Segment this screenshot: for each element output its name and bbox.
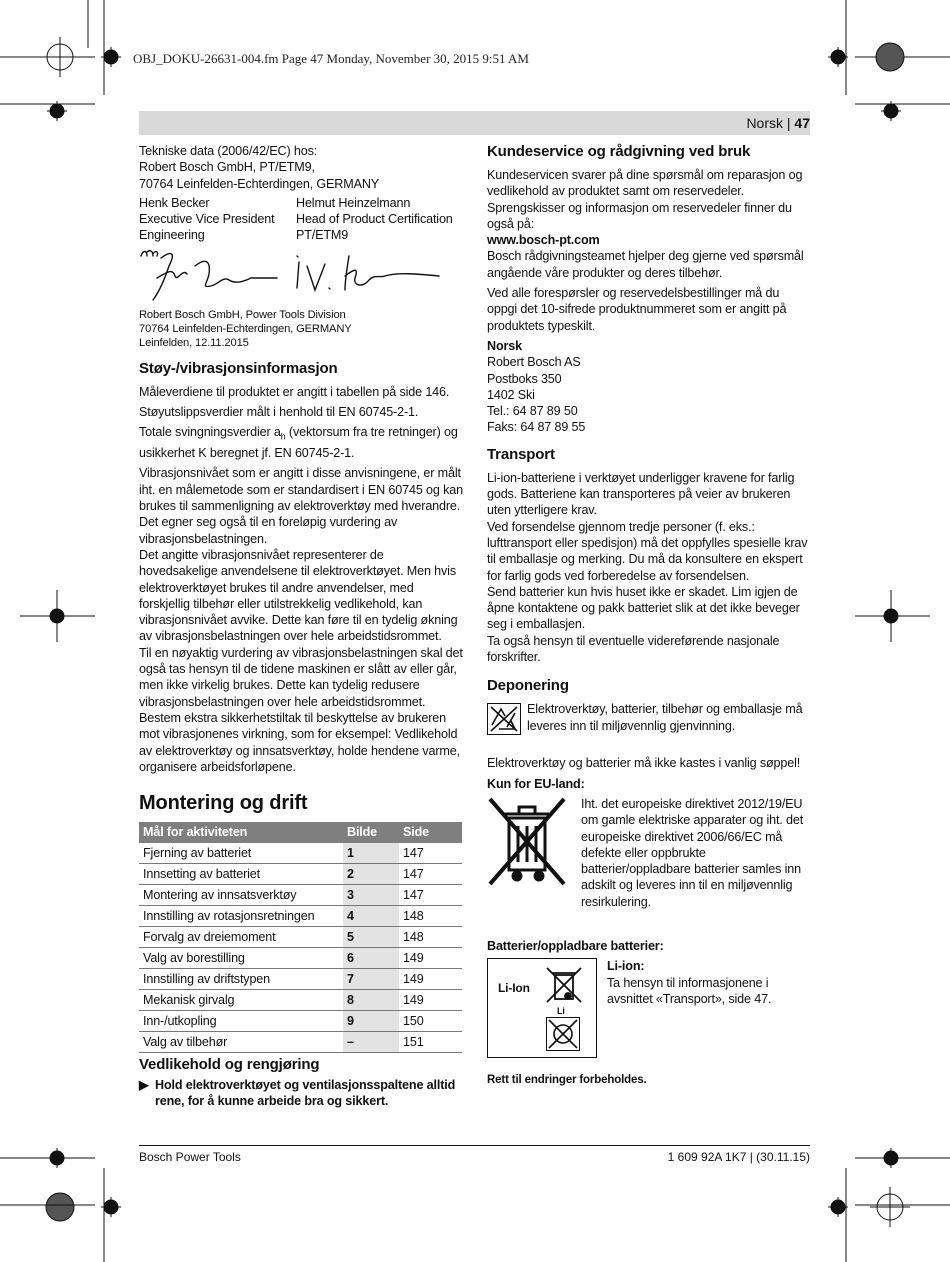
page-cell: 151 — [399, 1032, 462, 1053]
page-cell: 149 — [399, 969, 462, 990]
signatory-dept: PT/ETM9 — [296, 228, 349, 243]
header-bar — [139, 111, 810, 135]
signatory-role: Head of Product Certification — [296, 212, 453, 227]
page-cell: 147 — [399, 864, 462, 885]
table-row — [139, 1032, 462, 1053]
recycle-symbol-icon — [487, 703, 521, 735]
tech-line: 70764 Leinfelden-Echterdingen, GERMANY — [139, 176, 380, 191]
section-title-disposal: Deponering — [487, 677, 569, 695]
section-title-maintenance: Vedlikehold og rengjøring — [139, 1056, 320, 1074]
company-line: Leinfelden, 12.11.2015 — [139, 336, 249, 349]
figure-cell: 8 — [343, 990, 399, 1011]
eu-text: Iht. det europeiske direktivet 2012/19/EU om gamle elektriske apparater og iht. det europeiske direktivet 2006/66/EC må defekte eller oppbrukte batterier/oppladbare batterier samles inn adskilt og leveres inn til en miljøvennlig resirkulering. — [581, 796, 804, 909]
signatory-right — [296, 195, 453, 244]
figure-cell: 2 — [343, 864, 399, 885]
paragraph: Elektroverktøy og batterier må ikke kastes i vanlig søppel! — [487, 756, 801, 771]
recycle-box-icon — [546, 1017, 580, 1051]
paragraph: Kundeservicen svarer på dine spørsmål om reparasjon og vedlikehold av produktet samt om reservedeler. Sprengskisser og informasjon om reservedeler finner du også på: — [487, 168, 803, 231]
figure-cell: 6 — [343, 948, 399, 969]
paragraph: Send batterier kun hvis huset ikke er skadet. Lim igjen de åpne kontaktene og pakk batteriet slik at det ikke beveger seg i emballasjen. — [487, 584, 800, 632]
paragraph: Bosch rådgivningsteamet hjelper deg gjerne ved spørsmål angående våre produkter og deres tilbehør. — [487, 249, 804, 280]
page-cell: 147 — [399, 843, 462, 864]
disposal-text: Elektroverktøy, batterier, tilbehør og emballasje må leveres inn til miljøvennlig gjenvinning. — [527, 702, 803, 733]
bin-icon — [544, 965, 584, 1005]
norsk-heading: Norsk — [487, 338, 522, 353]
company-block — [139, 308, 463, 350]
page-cell: 148 — [399, 906, 462, 927]
bullet-text: Hold elektroverktøyet og ventilasjonsspaltene alltid rene, for å kunne arbeide bra og sikkert. — [155, 1078, 456, 1109]
table-row — [139, 885, 462, 906]
reserve-note: Rett til endringer forbeholdes. — [487, 1074, 647, 1087]
address-line: Postboks 350 — [487, 371, 562, 386]
text: (vektorsum fra tre retninger) og usikkerhet K beregnet jf. EN 60745-2-1. — [139, 425, 458, 461]
paragraph: Måleverdiene til produktet er angitt i tabellen på side 146. — [139, 384, 450, 399]
li-ion-battery-icon — [487, 958, 597, 1058]
address-line: Tel.: 64 87 89 50 — [487, 404, 578, 419]
tech-line: Tekniske data (2006/42/EC) hos: — [139, 144, 318, 158]
footer-rule — [139, 1145, 810, 1146]
triangle-bullet-icon: ▶ — [139, 1078, 149, 1093]
right-column — [487, 143, 810, 1089]
signatory-left — [139, 195, 296, 244]
li-ion-info — [607, 958, 810, 1007]
tech-data-block — [139, 143, 463, 192]
page-cell: 148 — [399, 927, 462, 948]
table-row — [139, 969, 462, 990]
activity-cell: Inn-/utkopling — [139, 1011, 343, 1032]
address-line: Faks: 64 87 89 55 — [487, 420, 586, 435]
battery-row — [487, 958, 810, 1058]
activity-cell: Valg av tilbehør — [139, 1032, 343, 1053]
page-cell: 149 — [399, 948, 462, 969]
section-title-mounting: Montering og drift — [139, 792, 308, 815]
page-cell: 150 — [399, 1011, 462, 1032]
bosch-url: www.bosch-pt.com — [487, 233, 600, 248]
activity-cell: Montering av innsatsverktøy — [139, 885, 343, 906]
figure-cell: 9 — [343, 1011, 399, 1032]
figure-cell: 1 — [343, 843, 399, 864]
column-header: Mål for aktiviteten — [139, 822, 343, 843]
page-header — [746, 115, 810, 131]
left-column — [139, 143, 463, 1110]
table-row — [139, 927, 462, 948]
paragraph: Vibrasjonsnivået som er angitt i disse anvisningene, er målt iht. en målemetode som er standardisert i EN 60745 og kan brukes til sammenligning av elektroverktøy med hverandre. Det egner seg også til en foreløpig vurdering av vibrasjonsbelastningen. — [139, 466, 463, 546]
paragraph: Støyutslippsverdier målt i henhold til EN 60745-2-1. — [139, 405, 419, 420]
paragraph: Li-ion-batteriene i verktøyet underligger kravene for farlig gods. Batteriene kan transporteres på veier av brukeren uten ytterligere krav. — [487, 470, 795, 518]
section-title-transport: Transport — [487, 445, 555, 463]
paragraph: Ta også hensyn til eventuelle videreførende nasjonale forskrifter. — [487, 633, 780, 665]
figure-cell: – — [343, 1032, 399, 1053]
file-slug: OBJ_DOKU-26631-004.fm Page 47 Monday, November 30, 2015 9:51 AM — [133, 51, 529, 66]
tech-line: Robert Bosch GmbH, PT/ETM9, — [139, 160, 315, 175]
figure-cell: 3 — [343, 885, 399, 906]
table-row — [139, 948, 462, 969]
li-icon-label: Li — [557, 1006, 565, 1017]
table-row — [139, 990, 462, 1011]
paragraph: Til en nøyaktig vurdering av vibrasjonsbelastningen skal det også tas hensyn til de tidene maskinen er slått av eller går, men ikke virkelig brukes. Dette kan tydelig redusere vibrasjonsbelastningen over hele arbeidstidsrommet. — [139, 645, 463, 709]
signatory-dept: Engineering — [139, 228, 205, 243]
li-ion-label: Li-ion: — [607, 959, 645, 974]
page-cell: 147 — [399, 885, 462, 906]
signatory-name: Helmut Heinzelmann — [296, 195, 411, 210]
column-header: Bilde — [343, 822, 399, 843]
subscript: h — [280, 431, 286, 442]
footer-right: 1 609 92A 1K7 | (30.11.15) — [667, 1150, 810, 1164]
footer-left: Bosch Power Tools — [139, 1150, 241, 1164]
company-line: 70764 Leinfelden-Echterdingen, GERMANY — [139, 322, 352, 335]
disposal-row — [487, 701, 810, 735]
column-header: Side — [399, 822, 462, 843]
paragraph — [139, 424, 463, 461]
li-ion-icon-label: Li-Ion — [498, 981, 530, 996]
eu-heading: Kun for EU-land: — [487, 776, 585, 791]
paragraph: Ved alle forespørsler og reservedelsbestillinger må du oppgi det 10-sifrede produktnummeret som er angitt på produktets typeskilt. — [487, 286, 787, 333]
battery-heading: Batterier/oppladbare batterier: — [487, 938, 664, 953]
table-row — [139, 843, 462, 864]
table-row — [139, 1011, 462, 1032]
section-title-customer-service: Kundeservice og rådgivning ved bruk — [487, 143, 751, 160]
signatory-name: Henk Becker — [139, 195, 210, 210]
table-row — [139, 864, 462, 885]
address-line: Robert Bosch AS — [487, 355, 581, 370]
activity-table — [139, 822, 462, 1053]
activity-cell: Forvalg av dreiemoment — [139, 927, 343, 948]
paragraph: Det angitte vibrasjonsnivået representerer de hovedsakelige anvendelsene til elektroverktøyet. Men hvis elektroverktøyet brukes til andre anvendelser, med forskjellig tilbehør eller utilstrekkelig vedlikehold, kan vibrasjonsnivået avvike. Dette kan føre til en tydelig økning av vibrasjonsbelastningen over hele arbeidstidsrommet. — [139, 547, 458, 644]
address-line: 1402 Ski — [487, 387, 535, 402]
bullet-item — [139, 1077, 463, 1110]
section-title-noise: Støy-/vibrasjonsinformasjon — [139, 359, 338, 377]
activity-cell: Valg av borestilling — [139, 948, 343, 969]
activity-cell: Mekanisk girvalg — [139, 990, 343, 1011]
li-ion-text: Ta hensyn til informasjonene i avsnittet «Transport», side 47. — [607, 975, 772, 1006]
paragraph: Ved forsendelse gjennom tredje personer (f. eks.: lufttransport eller spedisjon) må det oppfylles spesielle krav til emballasje og merking. Du må da konsultere en ekspert for farlig gods ved forberedelse av forsendelsen. — [487, 519, 808, 583]
table-row — [139, 906, 462, 927]
signatures-image — [139, 248, 449, 306]
paragraph: Bestem ekstra sikkerhetstiltak til beskyttelse av brukeren mot vibrasjonenes virkning, som for eksempel: Vedlikehold av elektroverktøy og innsatsverktøy, holde hendene varme, organisere arbeidsforløpene. — [139, 710, 460, 774]
page-number: 47 — [794, 115, 810, 131]
figure-cell: 7 — [343, 969, 399, 990]
activity-cell: Innstilling av driftstypen — [139, 969, 343, 990]
address-block — [487, 354, 810, 435]
activity-cell: Innsetting av batteriet — [139, 864, 343, 885]
header-separator: | — [783, 115, 795, 131]
signatories — [139, 195, 463, 244]
company-line: Robert Bosch GmbH, Power Tools Division — [139, 308, 346, 321]
figure-cell: 5 — [343, 927, 399, 948]
crossed-bin-icon — [487, 796, 567, 896]
table-header-row — [139, 822, 462, 843]
header-language: Norsk — [746, 115, 783, 131]
figure-cell: 4 — [343, 906, 399, 927]
activity-cell: Innstilling av rotasjonsretningen — [139, 906, 343, 927]
signatory-role: Executive Vice President — [139, 212, 275, 227]
page-cell: 149 — [399, 990, 462, 1011]
text: Totale svingningsverdier a — [139, 425, 281, 440]
eu-row — [487, 796, 810, 910]
activity-cell: Fjerning av batteriet — [139, 843, 343, 864]
